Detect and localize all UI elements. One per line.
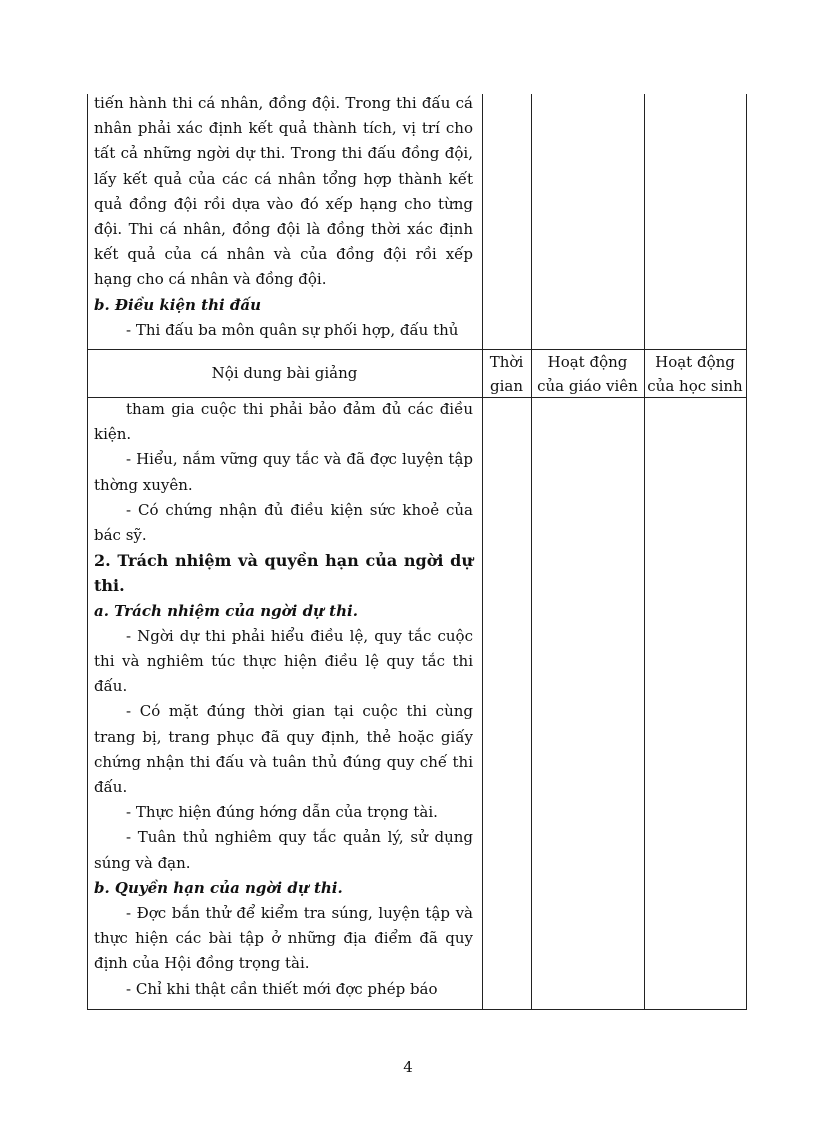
paragraph: - Chỉ khi thật cần thiết mới đợc phép báo [126,979,438,998]
column-divider-time [482,94,483,1010]
column-divider-teacher [531,94,532,1010]
paragraph: - Ngời dự thi phải hiểu điều lệ, quy tắc cuộc thi và nghiêm túc thực hiện điều lệ quy tắc thi đấu. [94,626,473,696]
header-time-line2: gian [489,377,523,395]
header-student-line1: Hoạt động [655,353,735,371]
header-time-line1: Thời [489,353,524,371]
header-teacher-line1: Hoạt động [547,353,628,371]
paragraph: tham gia cuộc thi phải bảo đảm đủ các điều kiện. [94,400,473,444]
main-content-cell [94,397,473,1002]
paragraph: - Thực hiện đúng hớng dẫn của trọng tài. [126,803,438,822]
paragraph: - Hiểu, nắm vững quy tắc và đã đợc luyện tập thờng xuyên. [94,450,473,494]
page-number: 4 [403,1058,413,1076]
header-content: Nội dung bài giảng [211,364,358,382]
table-border-bottom [87,1009,747,1010]
lesson-plan-table [87,94,747,1010]
table-border-left [87,94,88,1010]
paragraph: tiến hành thi cá nhân, đồng đội. Trong thi đấu cá nhân phải xác định kết quả thành tích, vị trí cho tất cả những ngời dự thi. Trong thi đấu đồng đội, lấy kết quả của các cá nhân tổng hợp thành kết quả đồng đội rồi dựa vào đó xếp hạng cho từng đội. Thi cá nhân, đồng đội là đồng thời xác định kết quả của cá nhân và của đồng đội rồi xếp hạng cho cá nhân và đồng đội. [94,94,473,289]
paragraph: - Có chứng nhận đủ điều kiện sức khoẻ của bác sỹ. [94,500,473,545]
subheading: b. Quyền hạn của ngời dự thi. [94,878,343,897]
paragraph: - Có mặt đúng thời gian tại cuộc thi cùng trang bị, trang phục đã quy định, thẻ hoặc giấy chứng nhận thi đấu và tuân thủ đúng quy chế thi đấu. [94,702,473,797]
top-content-cell [94,91,473,343]
table-border-right [746,94,747,1010]
paragraph: - Đợc bắn thử để kiểm tra súng, luyện tập và thực hiện các bài tập ở những địa điểm đã quy định của Hội đồng trọng tài. [94,904,473,973]
paragraph: - Thi đấu ba môn quân sự phối hợp, đấu thủ [126,320,459,339]
header-teacher-line2: của giáo viên [537,377,638,395]
header-student-line2: của học sinh [647,377,743,395]
header-student [644,350,746,398]
header-teacher [531,350,644,398]
section-heading: 2. Trách nhiệm và quyền hạn của ngời dự thi. [94,551,473,596]
header-time [482,350,531,398]
subheading: b. Điều kiện thi đấu [94,295,262,314]
column-divider-student [644,94,645,1010]
paragraph: - Tuân thủ nghiêm quy tắc quản lý, sử dụng súng và đạn. [94,828,473,872]
subheading: a. Trách nhiệm của ngời dự thi. [94,601,358,620]
